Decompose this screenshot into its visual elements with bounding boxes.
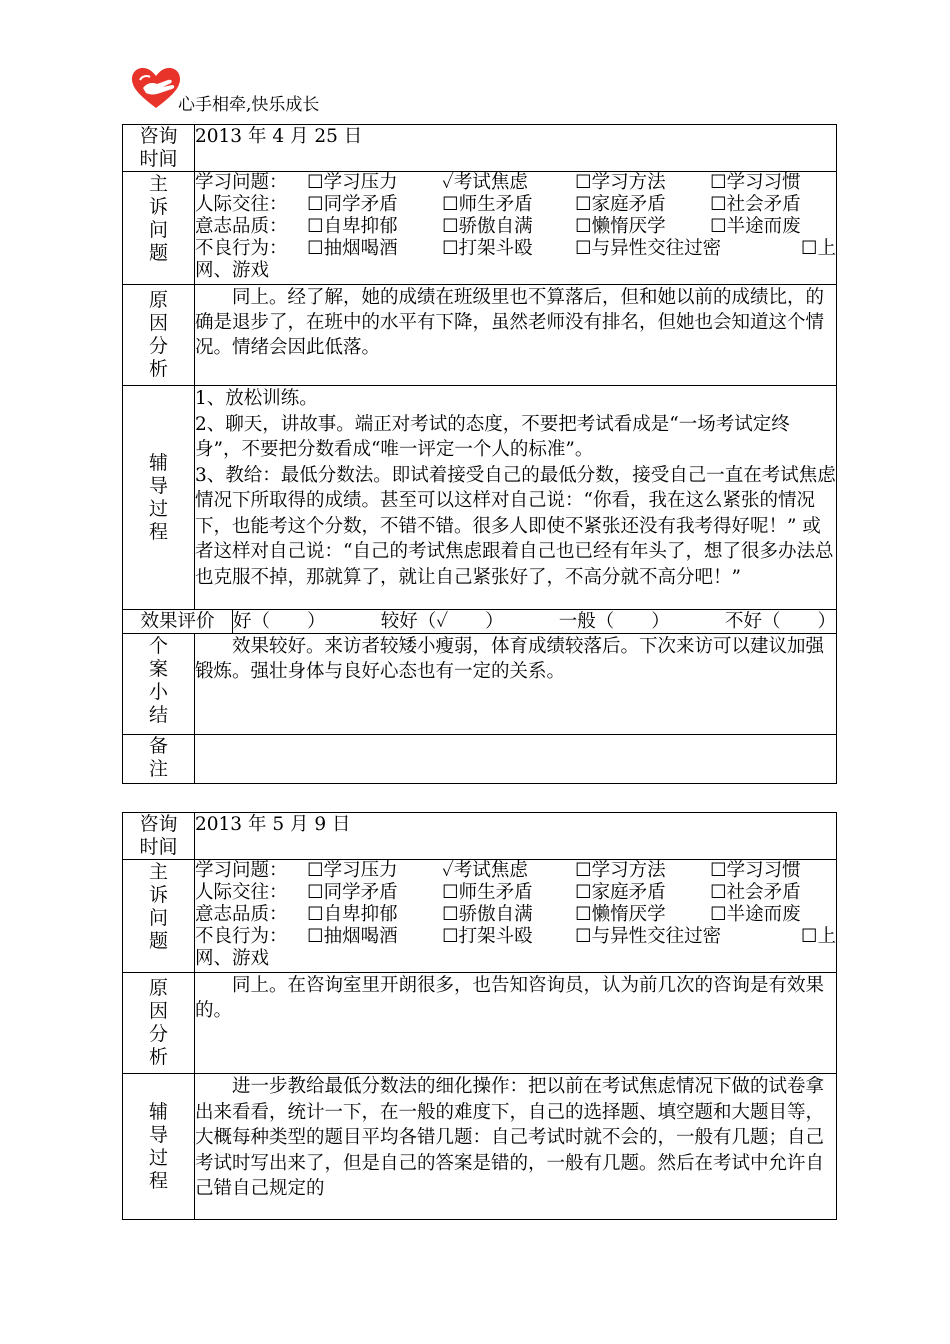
- consult-date: 2013 年 4 月 25 日: [195, 125, 837, 172]
- check-study-pressure[interactable]: ☐学习压力: [307, 172, 398, 193]
- check-fight[interactable]: ☐打架斗殴: [442, 926, 533, 947]
- page-header: [130, 66, 390, 115]
- process-step-3: 3、教给：最低分数法。即试着接受自己的最低分数，接受自己一直在考试焦虑情况下所取得的成绩。甚至可以这样对自己说：“你看，我在这么紧张的情况下，也能考这个分数，不错不错。很多人即使不紧张还没有我考得好呢！” 或者这样对自己说：“自己的考试焦虑跟着自己也已经有年头了，想了很多办法总也克服不掉，那就算了，就让自己紧张好了，不高分就不高分吧！”: [195, 464, 836, 588]
- problem-row-behavior: 不良行为： ☐抽烟喝酒 ☐打架斗殴 ☐与异性交往过密 ☐上: [195, 926, 836, 947]
- eval-average[interactable]: 一般（ ）: [558, 611, 670, 632]
- problem-row-behavior: 不良行为： ☐抽烟喝酒 ☐打架斗殴 ☐与异性交往过密 ☐上: [195, 238, 836, 259]
- check-family[interactable]: ☐家庭矛盾: [575, 194, 666, 215]
- eval-good[interactable]: 好（ ）: [233, 611, 326, 632]
- check-arrogant[interactable]: ☐骄傲自满: [442, 904, 533, 925]
- check-exam-anxiety[interactable]: ✓考试焦虑: [442, 172, 528, 193]
- process-step-2: 2、聊天，讲故事。端正对考试的态度，不要把考试看成是“一场考试定终身”，不要把分数看成“唯一评定一个人的标准”。: [195, 413, 790, 460]
- problem-row-will: 意志品质： ☐自卑抑郁 ☐骄傲自满 ☐懒惰厌学 ☐半途而废: [195, 904, 836, 926]
- check-internet[interactable]: ☐上: [800, 238, 836, 259]
- check-society[interactable]: ☐社会矛盾: [710, 882, 801, 903]
- check-study-pressure[interactable]: ☐学习压力: [307, 860, 398, 881]
- problem-checklist: [195, 172, 837, 285]
- check-internet[interactable]: ☐上: [800, 926, 836, 947]
- problem-row-study: 学习问题： ☐学习压力 ✓考试焦虑 ☐学习方法 ☐学习习惯: [195, 172, 836, 194]
- check-classmate[interactable]: ☐同学矛盾: [307, 882, 398, 903]
- check-classmate[interactable]: ☐同学矛盾: [307, 194, 398, 215]
- check-teacher[interactable]: ☐师生矛盾: [442, 882, 533, 903]
- summary-label: 个 案 小 结: [123, 634, 195, 735]
- counseling-process: [195, 1074, 837, 1220]
- remark-label: 备 注: [123, 735, 195, 784]
- record-table-1: [122, 124, 837, 784]
- check-lazy[interactable]: ☐懒惰厌学: [575, 904, 666, 925]
- problem-tail: 网、游戏: [195, 260, 270, 281]
- cause-analysis: 同上。在咨询室里开朗很多，也告知咨询员，认为前几次的咨询是有效果的。: [195, 973, 837, 1074]
- eval-bad[interactable]: 不好（ ）: [724, 611, 836, 632]
- cause-analysis: 同上。经了解，她的成绩在班级里也不算落后，但和她以前的成绩比，的确是退步了，在班中的水平有下降，虽然老师没有排名，但她也会知道这个情况。情绪会因此低落。: [195, 285, 837, 386]
- counseling-process: [195, 386, 837, 610]
- cause-label: 原 因 分 析: [123, 973, 195, 1074]
- process-label: 辅 导 过 程: [123, 1074, 195, 1220]
- check-inferior[interactable]: ☐自卑抑郁: [307, 904, 398, 925]
- check-quit[interactable]: ☐半途而废: [710, 216, 801, 237]
- problem-row-study: 学习问题： ☐学习压力 ✓考试焦虑 ☐学习方法 ☐学习习惯: [195, 860, 836, 882]
- cause-label: 原 因 分 析: [123, 285, 195, 386]
- check-lazy[interactable]: ☐懒惰厌学: [575, 216, 666, 237]
- complaint-label: 主 诉 问 题: [123, 860, 195, 973]
- check-family[interactable]: ☐家庭矛盾: [575, 882, 666, 903]
- effect-evaluation: [233, 610, 837, 634]
- process-step-1: 1、放松训练。: [195, 388, 318, 409]
- case-summary: 效果较好。来访者较矮小瘦弱，体育成绩较落后。下次来访可以建议加强锻炼。强壮身体与良好心态也有一定的关系。: [195, 634, 837, 735]
- check-study-habit[interactable]: ☐学习习惯: [710, 172, 801, 193]
- check-dating[interactable]: ☐与异性交往过密: [575, 926, 722, 947]
- record-table-2: [122, 812, 837, 1220]
- check-study-habit[interactable]: ☐学习习惯: [710, 860, 801, 881]
- eval-label: 效果评价: [123, 610, 233, 634]
- complaint-label: 主 诉 问 题: [123, 172, 195, 285]
- check-quit[interactable]: ☐半途而废: [710, 904, 801, 925]
- remark-cell: [195, 735, 837, 784]
- check-arrogant[interactable]: ☐骄傲自满: [442, 216, 533, 237]
- consult-date: 2013 年 5 月 9 日: [195, 813, 837, 860]
- problem-tail: 网、游戏: [195, 948, 270, 969]
- time-label: 咨询 时间: [123, 125, 195, 172]
- eval-fairly-good[interactable]: 较好（✓ ）: [380, 611, 504, 632]
- check-smoke[interactable]: ☐抽烟喝酒: [307, 926, 398, 947]
- check-dating[interactable]: ☐与异性交往过密: [575, 238, 722, 259]
- process-label: 辅 导 过 程: [123, 386, 195, 610]
- check-society[interactable]: ☐社会矛盾: [710, 194, 801, 215]
- check-fight[interactable]: ☐打架斗殴: [442, 238, 533, 259]
- time-label: 咨询 时间: [123, 813, 195, 860]
- header-slogan: 心手相牵,快乐成长: [178, 95, 320, 115]
- problem-checklist: [195, 860, 837, 973]
- check-smoke[interactable]: ☐抽烟喝酒: [307, 238, 398, 259]
- problem-row-social: 人际交往： ☐同学矛盾 ☐师生矛盾 ☐家庭矛盾 ☐社会矛盾: [195, 194, 836, 216]
- heart-hands-logo-icon: [130, 66, 182, 110]
- check-teacher[interactable]: ☐师生矛盾: [442, 194, 533, 215]
- check-study-method[interactable]: ☐学习方法: [575, 172, 666, 193]
- check-study-method[interactable]: ☐学习方法: [575, 860, 666, 881]
- check-exam-anxiety[interactable]: ✓考试焦虑: [442, 860, 528, 881]
- process-text: 进一步教给最低分数法的细化操作：把以前在考试焦虑情况下做的试卷拿出来看看，统计一下，在一般的难度下，自己的选择题、填空题和大题目等，大概每种类型的题目平均各错几题：自己考试时就不会的，一般有几题；自己考试时写出来了，但是自己的答案是错的，一般有几题。然后在考试中允许自己错自己规定的: [195, 1076, 825, 1199]
- problem-row-will: 意志品质： ☐自卑抑郁 ☐骄傲自满 ☐懒惰厌学 ☐半途而废: [195, 216, 836, 238]
- problem-row-social: 人际交往： ☐同学矛盾 ☐师生矛盾 ☐家庭矛盾 ☐社会矛盾: [195, 882, 836, 904]
- check-inferior[interactable]: ☐自卑抑郁: [307, 216, 398, 237]
